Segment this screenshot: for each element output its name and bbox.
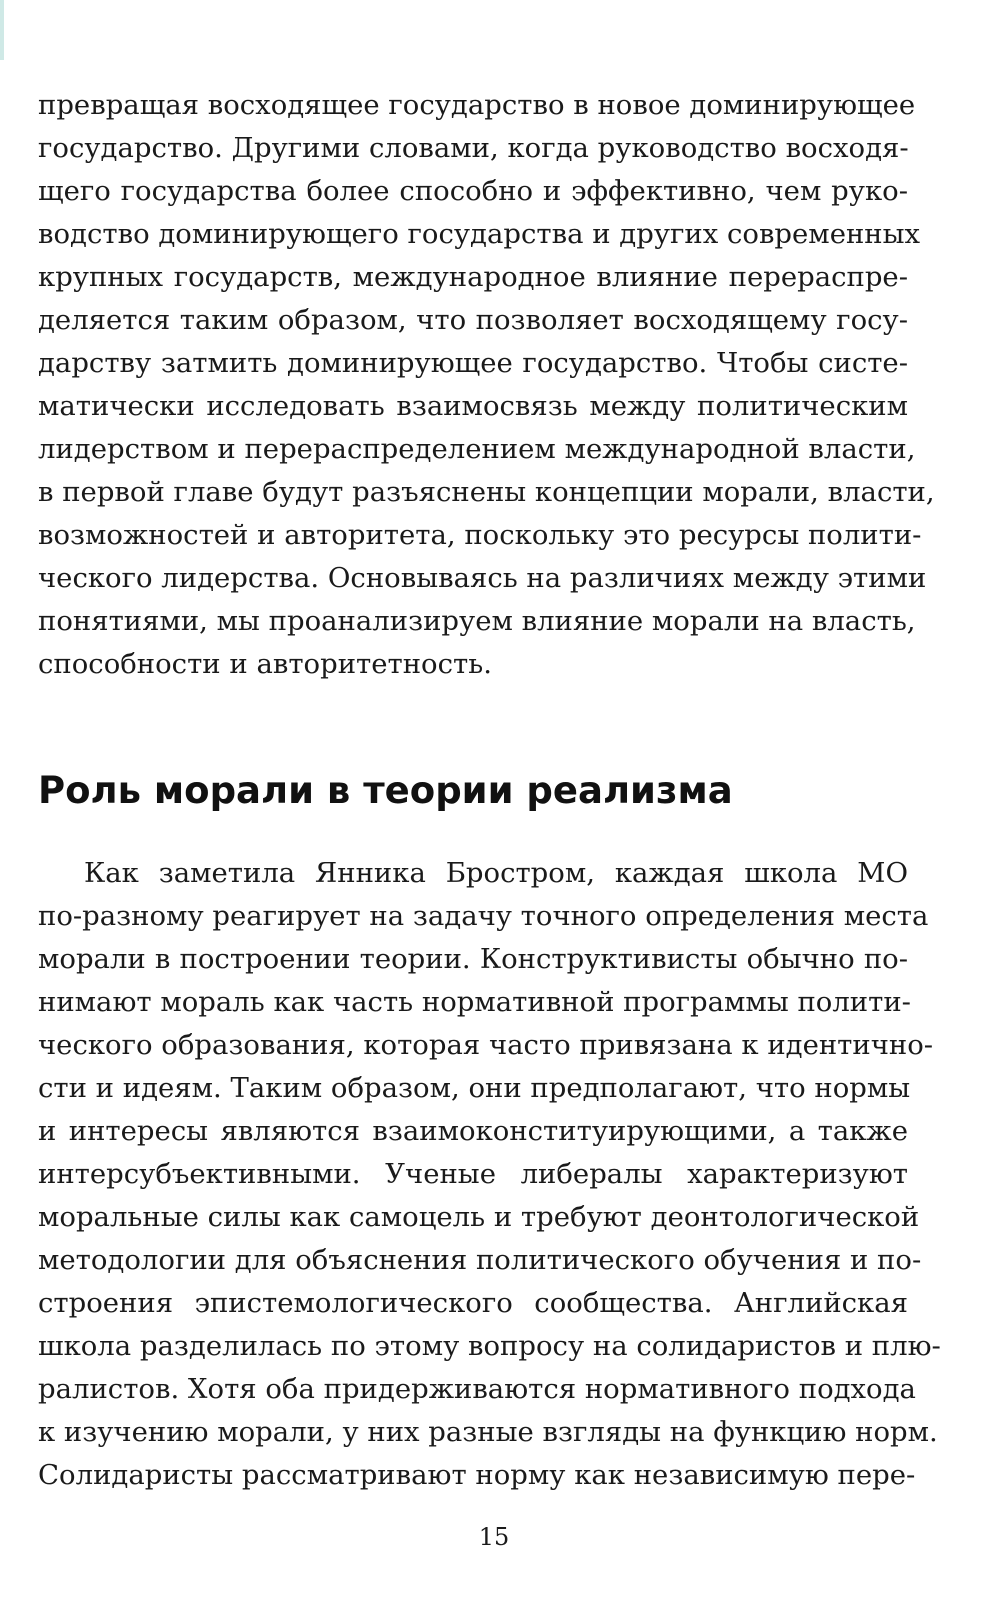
text-line: Как заметила Янника Бростром, каждая школа МО [84,857,908,889]
text-line: крупных государств, международное влияние перераспре- [38,261,908,293]
text-line: сти и идеям. Таким образом, они предполагают, что нормы [38,1072,911,1104]
text-line: водство доминирующего государства и других современных [38,218,921,250]
text-line: в первой главе будут разъяснены концепции морали, власти, [38,476,935,508]
text-line: ческого лидерства. Основываясь на различиях между этими [38,562,927,594]
text-line: дарству затмить доминирующее государство. Чтобы систе- [38,347,908,379]
text-line: интерсубъективными. Ученые либералы характеризуют [38,1158,908,1190]
text-line: государство. Другими словами, когда руководство восходя- [38,132,909,164]
text-line: превращая восходящее государство в новое доминирующее [38,89,916,121]
text-line: возможностей и авторитета, поскольку это ресурсы полити- [38,519,922,551]
text-line: деляется таким образом, что позволяет восходящему госу- [38,304,908,336]
text-line: понятиями, мы проанализируем влияние морали на власть, [38,605,916,637]
text-line: к изучению морали, у них разные взгляды на функцию норм. [38,1416,938,1448]
text-line: и интересы являются взаимоконституирующими, а также [38,1115,908,1147]
text-line: щего государства более способно и эффективно, чем руко- [38,175,908,207]
text-line: по-разному реагирует на задачу точного определения места [38,900,929,932]
text-line: морали в построении теории. Конструктивисты обычно по- [38,943,908,975]
section-heading: Роль морали в теории реализма [38,769,733,812]
text-line: матически исследовать взаимосвязь между политическим [38,390,908,422]
page-edge-mark [0,0,4,60]
text-line: способности и авторитетность. [38,648,492,680]
text-line: нимают мораль как часть нормативной программы полити- [38,986,911,1018]
text-line: строения эпистемологического сообщества. Английская [38,1287,908,1319]
text-line: Солидаристы рассматривают норму как независимую пере- [38,1459,916,1491]
text-line: школа разделилась по этому вопросу на солидаристов и плю- [38,1330,941,1362]
text-line: моральные силы как самоцель и требуют деонтологической [38,1201,920,1233]
text-line: ческого образования, которая часто привязана к идентично- [38,1029,934,1061]
text-line: ралистов. Хотя оба придерживаются нормативного подхода [38,1373,916,1405]
text-line: лидерством и перераспределением международной власти, [38,433,916,465]
page-number: 15 [478,1523,510,1551]
text-line: методологии для объяснения политического обучения и по- [38,1244,922,1276]
